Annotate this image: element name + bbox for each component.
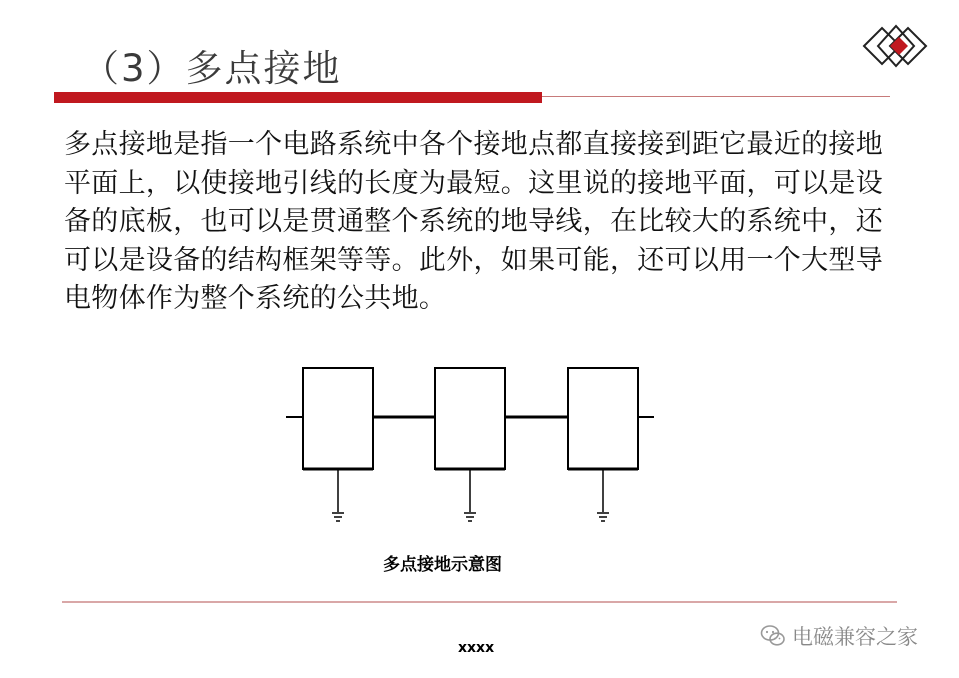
body-paragraph: 多点接地是指一个电路系统中各个接地点都直接接到距它最近的接地平面上，以使接地引线的长度为最短。这里说的接地平面，可以是设备的底板，也可以是贯通整个系统的地导线，在比较大的系统中，还可以是设备的结构框架等等。此外，如果可能，还可以用一个大型导电物体作为整个系统的公共地。	[64, 129, 883, 314]
diagram-caption: 多点接地示意图	[383, 555, 502, 575]
multipoint-grounding-diagram	[280, 360, 670, 535]
nested-diamonds-logo	[850, 16, 942, 76]
footer-rule	[62, 601, 897, 603]
block-3	[568, 368, 638, 469]
title-underline-rule	[542, 96, 890, 97]
watermark-label: 电磁兼容之家	[792, 625, 918, 649]
wechat-icon	[760, 624, 786, 648]
ground-symbol-1	[332, 469, 344, 521]
title-underline-bar	[54, 92, 542, 103]
watermark	[760, 622, 918, 650]
block-1	[303, 368, 373, 469]
ground-symbol-3	[597, 469, 609, 521]
block-2	[435, 368, 505, 469]
slide-title: （3）多点接地	[82, 47, 342, 90]
footer-text: xxxx	[458, 640, 495, 656]
ground-symbol-2	[464, 469, 476, 521]
